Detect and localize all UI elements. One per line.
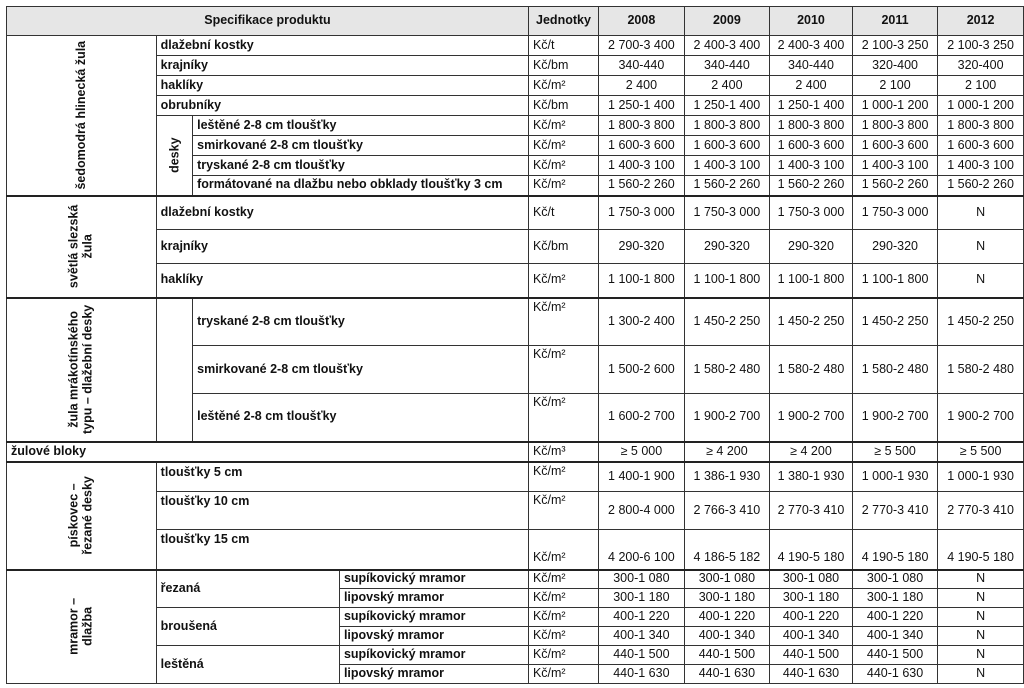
row-label: smirkované 2-8 cm tloušťky	[193, 136, 529, 156]
unit-cell: Kč/t	[528, 196, 598, 230]
table-row	[7, 462, 1024, 492]
group-label: žula mrákotínského typu – dlažební desky	[7, 298, 157, 442]
value-cell: 1 560-2 260	[770, 176, 853, 196]
value-cell: 400-1 340	[599, 627, 685, 646]
value-cell: 2 100	[938, 76, 1024, 96]
value-cell: ≥ 5 500	[938, 442, 1024, 462]
value-cell: 1 800-3 800	[684, 116, 769, 136]
header-year: 2008	[599, 7, 685, 36]
value-cell: 440-1 630	[852, 665, 937, 684]
unit-cell: Kč/m²	[528, 462, 598, 492]
value-cell: 290-320	[852, 230, 937, 264]
row-label: lipovský mramor	[339, 627, 528, 646]
table-row	[7, 230, 1024, 264]
row-label: krajníky	[156, 230, 528, 264]
value-cell: 440-1 630	[684, 665, 769, 684]
value-cell: 400-1 220	[684, 608, 769, 627]
value-cell: ≥ 5 000	[599, 442, 685, 462]
table-row	[7, 196, 1024, 230]
value-cell: 440-1 500	[770, 646, 853, 665]
value-cell: 400-1 340	[684, 627, 769, 646]
value-cell: 1 560-2 260	[684, 176, 769, 196]
row-label: tryskané 2-8 cm tloušťky	[193, 156, 529, 176]
table-row	[7, 346, 1024, 394]
table-row	[7, 36, 1024, 56]
group-label: mramor – dlažba	[7, 570, 157, 684]
value-cell: 4 190-5 180	[938, 530, 1024, 570]
unit-cell: Kč/m²	[528, 627, 598, 646]
value-cell: 1 750-3 000	[599, 196, 685, 230]
value-cell: 1 000-1 200	[938, 96, 1024, 116]
value-cell: 1 400-3 100	[599, 156, 685, 176]
row-label: lipovský mramor	[339, 589, 528, 608]
value-cell: 1 900-2 700	[684, 394, 769, 442]
value-cell: 320-400	[938, 56, 1024, 76]
value-cell: 2 770-3 410	[770, 492, 853, 530]
value-cell: 2 400	[599, 76, 685, 96]
unit-cell: Kč/bm	[528, 56, 598, 76]
table-row	[7, 646, 1024, 665]
unit-cell: Kč/m²	[528, 264, 598, 298]
value-cell: 300-1 180	[770, 589, 853, 608]
value-cell: ≥ 4 200	[770, 442, 853, 462]
value-cell: 440-1 630	[599, 665, 685, 684]
subgroup-label: leštěná	[156, 646, 339, 684]
table-row	[7, 608, 1024, 627]
value-cell: 400-1 340	[852, 627, 937, 646]
value-cell: 1 600-3 600	[938, 136, 1024, 156]
value-cell: 340-440	[599, 56, 685, 76]
spacer-cell	[156, 394, 192, 442]
value-cell: 2 400-3 400	[684, 36, 769, 56]
value-cell: 340-440	[684, 56, 769, 76]
value-cell: 4 190-5 180	[770, 530, 853, 570]
value-cell: 1 600-3 600	[770, 136, 853, 156]
value-cell: 300-1 180	[852, 589, 937, 608]
unit-cell: Kč/m²	[528, 570, 598, 589]
spacer-cell	[156, 346, 192, 394]
unit-cell: Kč/m²	[528, 394, 598, 442]
value-cell: 1 386-1 930	[684, 462, 769, 492]
value-cell: 1 560-2 260	[599, 176, 685, 196]
value-cell: 1 000-1 200	[852, 96, 937, 116]
table-row	[7, 530, 1024, 570]
unit-cell: Kč/m²	[528, 176, 598, 196]
subgroup-label: broušená	[156, 608, 339, 646]
value-cell: 1 800-3 800	[770, 116, 853, 136]
value-cell: 2 766-3 410	[684, 492, 769, 530]
value-cell: 2 800-4 000	[599, 492, 685, 530]
value-cell: 2 700-3 400	[599, 36, 685, 56]
unit-cell: Kč/m²	[528, 136, 598, 156]
value-cell: 1 450-2 250	[770, 298, 853, 346]
value-cell: 1 400-1 900	[599, 462, 685, 492]
header-year: 2009	[684, 7, 769, 36]
value-cell: 1 250-1 400	[770, 96, 853, 116]
value-cell: 1 400-3 100	[770, 156, 853, 176]
row-label: smirkované 2-8 cm tloušťky	[193, 346, 529, 394]
table-row	[7, 56, 1024, 76]
value-cell: 1 000-1 930	[852, 462, 937, 492]
value-cell: 1 100-1 800	[852, 264, 937, 298]
header-spec: Specifikace produktu	[7, 7, 529, 36]
row-label: tryskané 2-8 cm tloušťky	[193, 298, 529, 346]
value-cell: 2 400-3 400	[770, 36, 853, 56]
value-cell: 1 400-3 100	[684, 156, 769, 176]
value-cell: 290-320	[599, 230, 685, 264]
value-cell: 300-1 180	[599, 589, 685, 608]
value-cell: 320-400	[852, 56, 937, 76]
value-cell: 1 900-2 700	[852, 394, 937, 442]
row-label: dlažební kostky	[156, 36, 528, 56]
value-cell: N	[938, 264, 1024, 298]
value-cell: 1 600-3 600	[684, 136, 769, 156]
table-row	[7, 442, 1024, 462]
row-label: tloušťky 15 cm	[156, 530, 528, 570]
value-cell: 300-1 080	[599, 570, 685, 589]
group-label: pískovec – řezané desky	[7, 462, 157, 570]
value-cell: 1 100-1 800	[770, 264, 853, 298]
value-cell: 1 250-1 400	[684, 96, 769, 116]
table-row	[7, 76, 1024, 96]
unit-cell: Kč/m²	[528, 298, 598, 346]
value-cell: 2 100-3 250	[938, 36, 1024, 56]
unit-cell: Kč/m²	[528, 665, 598, 684]
value-cell: 1 600-3 600	[852, 136, 937, 156]
unit-cell: Kč/m²	[528, 530, 598, 570]
row-label: tloušťky 10 cm	[156, 492, 528, 530]
value-cell: 1 900-2 700	[770, 394, 853, 442]
table-row	[7, 394, 1024, 442]
unit-cell: Kč/m²	[528, 346, 598, 394]
value-cell: N	[938, 589, 1024, 608]
value-cell: 400-1 340	[770, 627, 853, 646]
value-cell: 2 770-3 410	[852, 492, 937, 530]
unit-cell: Kč/m³	[528, 442, 598, 462]
value-cell: 2 400	[684, 76, 769, 96]
price-table-wrapper	[6, 6, 1024, 684]
value-cell: N	[938, 570, 1024, 589]
row-label: haklíky	[156, 264, 528, 298]
value-cell: 400-1 220	[852, 608, 937, 627]
value-cell: 1 000-1 930	[938, 462, 1024, 492]
row-label: leštěné 2-8 cm tloušťky	[193, 394, 529, 442]
header-units: Jednotky	[528, 7, 598, 36]
unit-cell: Kč/m²	[528, 156, 598, 176]
value-cell: 1 750-3 000	[852, 196, 937, 230]
unit-cell: Kč/m²	[528, 76, 598, 96]
row-label: tloušťky 5 cm	[156, 462, 528, 492]
spacer-cell	[156, 298, 192, 346]
value-cell: 2 400	[770, 76, 853, 96]
value-cell: 340-440	[770, 56, 853, 76]
value-cell: 1 600-3 600	[599, 136, 685, 156]
value-cell: 1 800-3 800	[938, 116, 1024, 136]
table-row	[7, 298, 1024, 346]
value-cell: 1 600-2 700	[599, 394, 685, 442]
value-cell: 1 560-2 260	[938, 176, 1024, 196]
header-year: 2011	[852, 7, 937, 36]
row-label: obrubníky	[156, 96, 528, 116]
value-cell: N	[938, 230, 1024, 264]
value-cell: 400-1 220	[599, 608, 685, 627]
value-cell: 1 250-1 400	[599, 96, 685, 116]
value-cell: 440-1 500	[852, 646, 937, 665]
value-cell: 300-1 180	[684, 589, 769, 608]
value-cell: ≥ 5 500	[852, 442, 937, 462]
unit-cell: Kč/m²	[528, 646, 598, 665]
header-year: 2010	[770, 7, 853, 36]
value-cell: 1 450-2 250	[852, 298, 937, 346]
value-cell: 2 770-3 410	[938, 492, 1024, 530]
table-row	[7, 570, 1024, 589]
value-cell: 1 500-2 600	[599, 346, 685, 394]
value-cell: 1 800-3 800	[599, 116, 685, 136]
value-cell: 290-320	[684, 230, 769, 264]
value-cell: 1 580-2 480	[852, 346, 937, 394]
value-cell: 4 200-6 100	[599, 530, 685, 570]
value-cell: 1 450-2 250	[684, 298, 769, 346]
table-row	[7, 96, 1024, 116]
value-cell: 4 186-5 182	[684, 530, 769, 570]
value-cell: 440-1 500	[599, 646, 685, 665]
row-label: supíkovický mramor	[339, 570, 528, 589]
value-cell: 300-1 080	[770, 570, 853, 589]
row-label: lipovský mramor	[339, 665, 528, 684]
row-label: formátované na dlažbu nebo obklady tloušťky 3 cm	[193, 176, 529, 196]
value-cell: N	[938, 608, 1024, 627]
value-cell: 1 400-3 100	[852, 156, 937, 176]
row-label: supíkovický mramor	[339, 608, 528, 627]
value-cell: 2 100-3 250	[852, 36, 937, 56]
subgroup-label: desky	[156, 116, 192, 196]
value-cell: 440-1 630	[770, 665, 853, 684]
value-cell: 290-320	[770, 230, 853, 264]
value-cell: 1 750-3 000	[770, 196, 853, 230]
unit-cell: Kč/m²	[528, 492, 598, 530]
value-cell: 1 750-3 000	[684, 196, 769, 230]
price-table	[6, 6, 1024, 684]
table-row	[7, 492, 1024, 530]
value-cell: 1 380-1 930	[770, 462, 853, 492]
row-label: dlažební kostky	[156, 196, 528, 230]
value-cell: 1 100-1 800	[684, 264, 769, 298]
value-cell: 1 400-3 100	[938, 156, 1024, 176]
value-cell: N	[938, 627, 1024, 646]
value-cell: 1 580-2 480	[938, 346, 1024, 394]
header-year: 2012	[938, 7, 1024, 36]
value-cell: 1 580-2 480	[770, 346, 853, 394]
header-row	[7, 7, 1024, 36]
unit-cell: Kč/m²	[528, 608, 598, 627]
value-cell: 4 190-5 180	[852, 530, 937, 570]
row-label: leštěné 2-8 cm tloušťky	[193, 116, 529, 136]
subgroup-label: řezaná	[156, 570, 339, 608]
value-cell: 1 300-2 400	[599, 298, 685, 346]
unit-cell: Kč/t	[528, 36, 598, 56]
table-row	[7, 264, 1024, 298]
value-cell: N	[938, 665, 1024, 684]
value-cell: 2 100	[852, 76, 937, 96]
row-label: žulové bloky	[7, 442, 529, 462]
unit-cell: Kč/bm	[528, 96, 598, 116]
value-cell: 1 900-2 700	[938, 394, 1024, 442]
row-label: supíkovický mramor	[339, 646, 528, 665]
value-cell: 1 800-3 800	[852, 116, 937, 136]
group-label: šedomodrá hlinecká žula	[7, 36, 157, 196]
value-cell: 400-1 220	[770, 608, 853, 627]
value-cell: N	[938, 646, 1024, 665]
row-label: krajníky	[156, 56, 528, 76]
value-cell: 300-1 080	[852, 570, 937, 589]
value-cell: 300-1 080	[684, 570, 769, 589]
unit-cell: Kč/m²	[528, 589, 598, 608]
value-cell: ≥ 4 200	[684, 442, 769, 462]
value-cell: 1 450-2 250	[938, 298, 1024, 346]
value-cell: 1 580-2 480	[684, 346, 769, 394]
value-cell: 1 100-1 800	[599, 264, 685, 298]
row-label: haklíky	[156, 76, 528, 96]
group-label: světlá slezská žula	[7, 196, 157, 298]
table-row	[7, 116, 1024, 136]
value-cell: 1 560-2 260	[852, 176, 937, 196]
value-cell: N	[938, 196, 1024, 230]
unit-cell: Kč/bm	[528, 230, 598, 264]
unit-cell: Kč/m²	[528, 116, 598, 136]
value-cell: 440-1 500	[684, 646, 769, 665]
